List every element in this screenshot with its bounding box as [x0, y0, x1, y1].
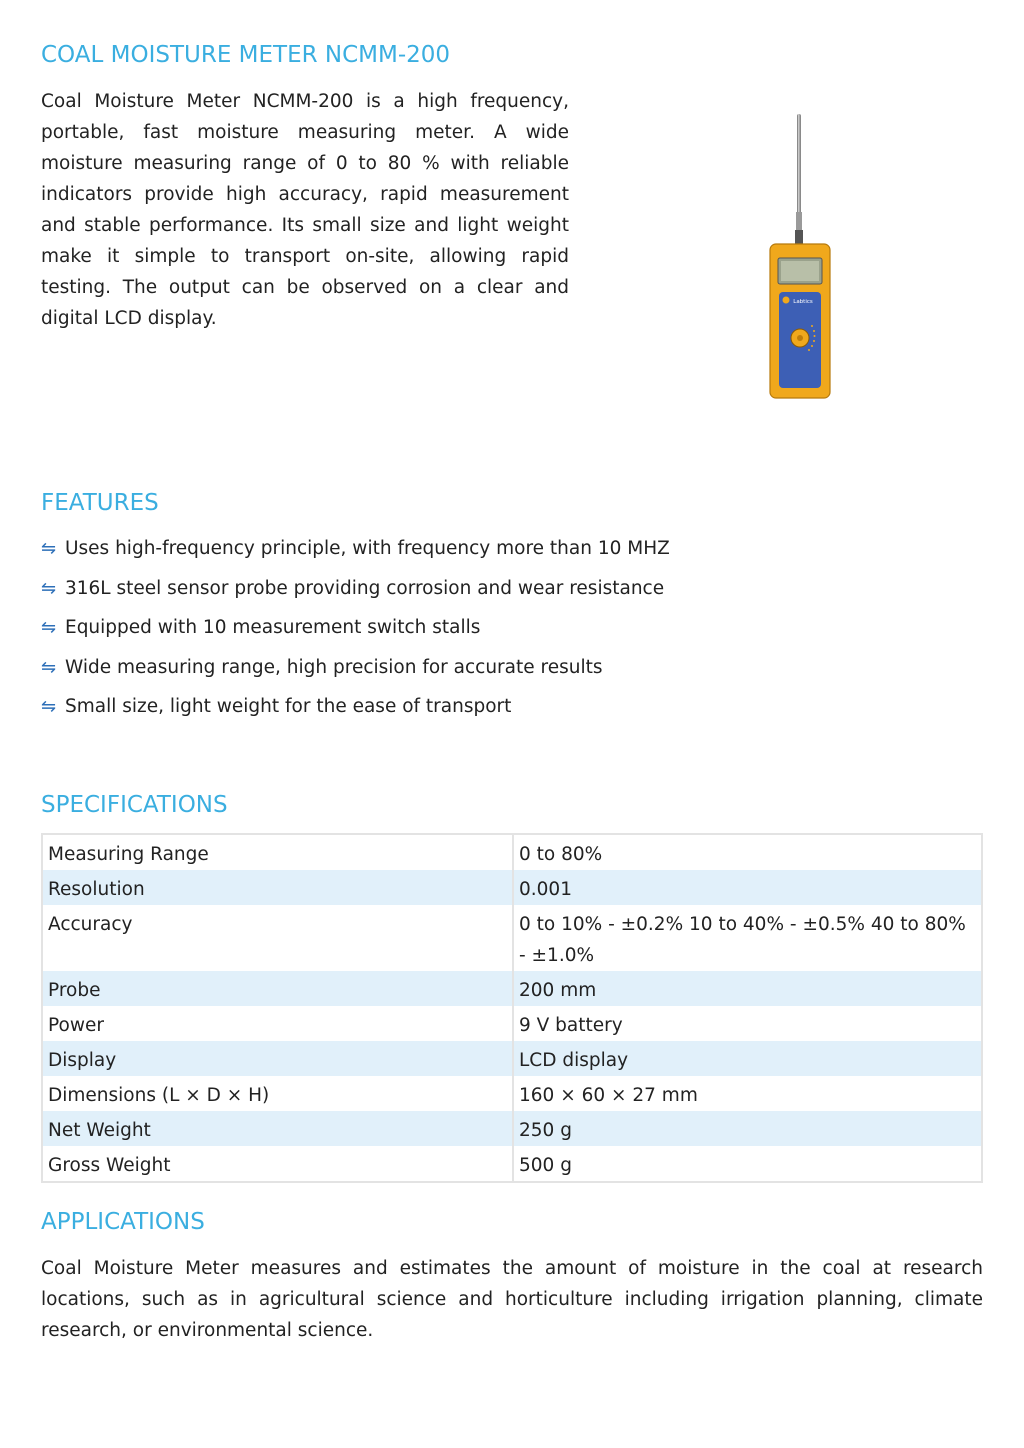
table-row [42, 1006, 982, 1041]
spec-label: Gross Weight [42, 1146, 513, 1182]
table-row [42, 905, 982, 971]
spec-label: Net Weight [42, 1111, 513, 1146]
spec-value: 0 to 10% - ±0.2% 10 to 40% - ±0.5% 40 to 80% - ±1.0% [519, 914, 966, 966]
spec-label: Dimensions (L × D × H) [42, 1076, 513, 1111]
double-arrow-icon: ⇋ [41, 577, 57, 599]
feature-text: 316L steel sensor probe providing corrosion and wear resistance [65, 577, 665, 599]
double-arrow-icon: ⇋ [41, 617, 57, 638]
feature-item [41, 653, 670, 693]
spec-label: Resolution [42, 870, 513, 905]
features-list [41, 534, 670, 732]
spec-value: LCD display [513, 1041, 982, 1076]
feature-text: Equipped with 10 measurement switch stalls [65, 617, 481, 638]
feature-item [41, 692, 670, 732]
applications-paragraph: Coal Moisture Meter measures and estimates the amount of moisture in the coal at research locations, such as in agricultural science and horticulture including irrigation planning, climate research, or environmental science. [41, 1258, 983, 1341]
feature-item [41, 534, 670, 574]
spec-value: 0.001 [513, 870, 982, 905]
intro-paragraph: Coal Moisture Meter NCMM-200 is a high frequency, portable, fast moisture measuring meter. A wide moisture measuring range of 0 to 80 % with reliable indicators provide high accuracy, rapid measurement and stable performance. Its small size and light weight make it simple to transport on-site, allowing rapid testing. The output can be observed on a clear and digital LCD display. [41, 91, 569, 329]
feature-text: Uses high-frequency principle, with frequency more than 10 MHZ [65, 538, 670, 559]
feature-text: Wide measuring range, high precision for accurate results [65, 656, 603, 678]
spec-label: Probe [42, 971, 513, 1006]
table-row [42, 1076, 982, 1111]
moisture-meter-image [767, 112, 837, 400]
table-row [42, 1146, 982, 1182]
feature-text: Small size, light weight for the ease of transport [65, 696, 512, 717]
double-arrow-icon: ⇋ [41, 696, 57, 717]
table-row [42, 1041, 982, 1076]
spec-label: Display [42, 1041, 513, 1076]
specifications-table [41, 833, 983, 1183]
brand-logo-text: Labtics [793, 299, 813, 305]
spec-label: Measuring Range [42, 834, 513, 870]
table-row [42, 1111, 982, 1146]
spec-value: 160 × 60 × 27 mm [519, 1085, 698, 1106]
spec-value: 0 to 80% [519, 844, 603, 865]
specifications-heading: SPECIFICATIONS [41, 792, 228, 818]
spec-value: 9 V battery [519, 1015, 623, 1036]
spec-label: Power [42, 1006, 513, 1041]
feature-item [41, 574, 670, 614]
feature-item [41, 613, 670, 653]
page-title: COAL MOISTURE METER NCMM-200 [41, 42, 451, 68]
table-row [42, 834, 982, 870]
table-row [42, 971, 982, 1006]
spec-value: 250 g [513, 1111, 982, 1146]
features-heading: FEATURES [41, 490, 159, 516]
spec-value: 500 g [519, 1155, 572, 1176]
applications-heading: APPLICATIONS [41, 1209, 205, 1235]
spec-value: 200 mm [513, 971, 982, 1006]
spec-label: Accuracy [42, 905, 513, 971]
double-arrow-icon: ⇋ [41, 656, 57, 678]
table-row [42, 870, 982, 905]
double-arrow-icon: ⇋ [41, 538, 57, 559]
